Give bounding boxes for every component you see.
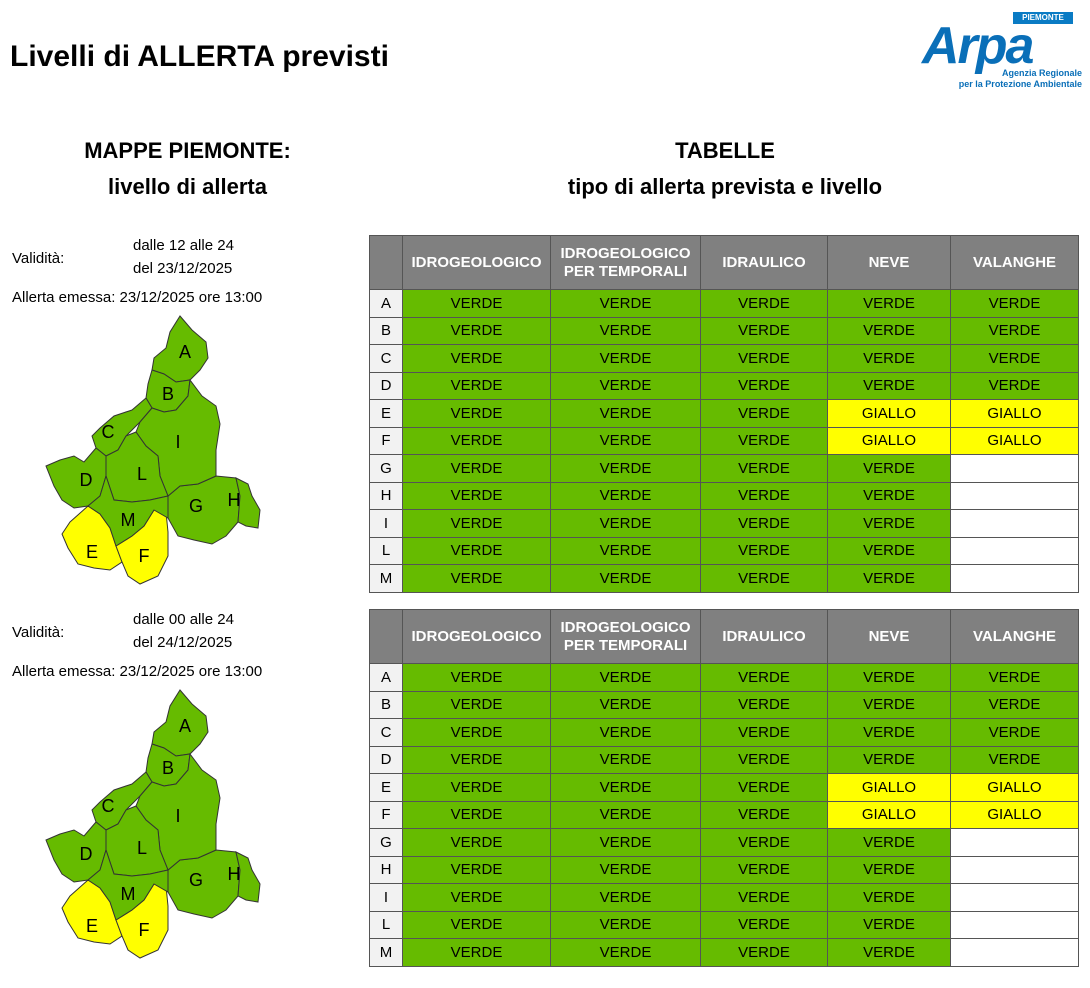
alert-level-cell (951, 829, 1079, 857)
alert-level-cell: VERDE (701, 317, 828, 345)
zone-label: L (370, 911, 403, 939)
alert-level-cell: VERDE (951, 290, 1079, 318)
alert-level-cell: VERDE (701, 537, 828, 565)
column-header: IDROGEOLOGICO (403, 236, 551, 290)
alert-level-cell (951, 455, 1079, 483)
alert-level-cell: VERDE (551, 746, 701, 774)
alert-level-cell: VERDE (551, 774, 701, 802)
zone-label: F (370, 801, 403, 829)
alert-level-cell: VERDE (951, 719, 1079, 747)
alert-level-cell: VERDE (403, 719, 551, 747)
zone-label: G (370, 829, 403, 857)
validity-label: Validità: (12, 250, 65, 267)
zone-label: D (370, 746, 403, 774)
tables-subheader: tipo di allerta prevista e livello (567, 174, 883, 199)
alert-level-cell: VERDE (701, 482, 828, 510)
alert-level-cell: VERDE (403, 372, 551, 400)
page-title: Livelli di ALLERTA previsti (10, 40, 389, 73)
column-header: IDROGEOLOGICO (403, 610, 551, 664)
table-row (370, 774, 1079, 802)
alert-level-cell: VERDE (403, 345, 551, 373)
table-row (370, 856, 1079, 884)
alert-level-cell: VERDE (828, 664, 951, 692)
map-zone-label: L (136, 464, 148, 484)
alert-level-cell: VERDE (701, 801, 828, 829)
alert-level-cell: VERDE (701, 455, 828, 483)
alert-level-cell: VERDE (403, 829, 551, 857)
zone-label: B (370, 691, 403, 719)
tables-header: TABELLE (675, 138, 775, 163)
alert-level-cell: VERDE (951, 691, 1079, 719)
validity-line-2: del 23/12/2025 (133, 260, 233, 277)
piemonte-map (40, 300, 270, 600)
alert-level-cell: VERDE (701, 400, 828, 428)
alert-level-cell (951, 510, 1079, 538)
alert-level-cell: VERDE (551, 537, 701, 565)
alert-level-cell: VERDE (828, 884, 951, 912)
zone-label: C (370, 345, 403, 373)
alert-table (369, 609, 1079, 967)
alert-level-cell: VERDE (403, 510, 551, 538)
alert-level-cell: VERDE (951, 372, 1079, 400)
alert-level-cell (951, 939, 1079, 967)
alert-level-cell: VERDE (951, 746, 1079, 774)
alert-level-cell: VERDE (403, 939, 551, 967)
alert-level-cell: GIALLO (828, 774, 951, 802)
map-zone-label: E (85, 542, 99, 562)
alert-level-cell: VERDE (951, 345, 1079, 373)
alert-level-cell: GIALLO (951, 801, 1079, 829)
alert-level-cell: GIALLO (951, 774, 1079, 802)
alert-level-cell: VERDE (701, 829, 828, 857)
alert-table (369, 235, 1079, 593)
alert-level-cell: GIALLO (951, 400, 1079, 428)
table-row (370, 427, 1079, 455)
alert-level-cell: VERDE (951, 317, 1079, 345)
table-row (370, 719, 1079, 747)
zone-label: H (370, 482, 403, 510)
alert-level-cell: VERDE (828, 510, 951, 538)
alert-level-cell: VERDE (403, 537, 551, 565)
alert-level-cell: GIALLO (828, 400, 951, 428)
alert-level-cell: VERDE (828, 455, 951, 483)
zone-label: B (370, 317, 403, 345)
alert-level-cell: VERDE (403, 400, 551, 428)
map-zone-label: M (120, 884, 136, 904)
alert-level-cell: VERDE (551, 345, 701, 373)
logo-subtitle-1: Agenzia Regionale (1001, 68, 1082, 78)
table-row (370, 911, 1079, 939)
table-row (370, 290, 1079, 318)
validity-line-1: dalle 00 alle 24 (133, 611, 234, 628)
header-corner (370, 236, 403, 290)
map-zone-label: B (161, 758, 175, 778)
map-zone-label: G (188, 870, 204, 890)
alert-level-cell: VERDE (551, 719, 701, 747)
map-zone-label: G (188, 496, 204, 516)
column-header: NEVE (828, 610, 951, 664)
map-zone-label: D (79, 844, 93, 864)
alert-level-cell: VERDE (403, 317, 551, 345)
map-zone-label: C (101, 422, 115, 442)
zone-label: I (370, 510, 403, 538)
logo-word: Arpa (922, 17, 1033, 75)
alert-issued: Allerta emessa: 23/12/2025 ore 13:00 (12, 663, 263, 680)
table-row (370, 691, 1079, 719)
table-row (370, 510, 1079, 538)
table-row (370, 400, 1079, 428)
column-header: IDRAULICO (701, 236, 828, 290)
zone-label: I (370, 884, 403, 912)
map-zone-label: E (85, 916, 99, 936)
alert-level-cell: VERDE (828, 565, 951, 593)
alert-level-cell: VERDE (701, 664, 828, 692)
alert-level-cell: VERDE (551, 801, 701, 829)
table-row (370, 746, 1079, 774)
table-row (370, 537, 1079, 565)
alert-level-cell: VERDE (701, 746, 828, 774)
validity-line-1: dalle 12 alle 24 (133, 237, 234, 254)
alert-level-cell: VERDE (701, 884, 828, 912)
map-zone-label: D (79, 470, 93, 490)
table-row (370, 482, 1079, 510)
logo-subtitle-2: per la Protezione Ambientale (958, 79, 1082, 89)
zone-label: A (370, 290, 403, 318)
alert-level-cell: VERDE (828, 911, 951, 939)
header-corner (370, 610, 403, 664)
alert-level-cell: VERDE (403, 801, 551, 829)
alert-level-cell: VERDE (403, 427, 551, 455)
zone-label: E (370, 400, 403, 428)
maps-header: MAPPE PIEMONTE: (84, 138, 291, 163)
map-zone-label: B (161, 384, 175, 404)
zone-label: C (370, 719, 403, 747)
table-row (370, 884, 1079, 912)
alert-level-cell: VERDE (403, 774, 551, 802)
alert-level-cell: VERDE (551, 911, 701, 939)
alert-level-cell: VERDE (551, 290, 701, 318)
table-row (370, 664, 1079, 692)
map-zone-label: I (175, 432, 181, 452)
alert-level-cell: VERDE (828, 829, 951, 857)
column-header: NEVE (828, 236, 951, 290)
alert-level-cell: VERDE (701, 290, 828, 318)
validity-label: Validità: (12, 624, 65, 641)
alert-level-cell: VERDE (403, 746, 551, 774)
column-header: IDRAULICO (701, 610, 828, 664)
alert-level-cell: VERDE (701, 345, 828, 373)
alert-level-cell: VERDE (828, 372, 951, 400)
alert-issued: Allerta emessa: 23/12/2025 ore 13:00 (12, 289, 263, 306)
alert-level-cell (951, 537, 1079, 565)
alert-level-cell: GIALLO (828, 427, 951, 455)
alert-level-cell: VERDE (551, 400, 701, 428)
alert-level-cell: VERDE (701, 719, 828, 747)
alert-level-cell: VERDE (551, 482, 701, 510)
alert-level-cell: VERDE (701, 939, 828, 967)
alert-level-cell: GIALLO (951, 427, 1079, 455)
alert-level-cell: VERDE (403, 290, 551, 318)
zone-label: F (370, 427, 403, 455)
alert-level-cell: VERDE (701, 565, 828, 593)
alert-level-cell: VERDE (403, 565, 551, 593)
alert-level-cell: VERDE (951, 664, 1079, 692)
zone-label: E (370, 774, 403, 802)
alert-level-cell: VERDE (403, 691, 551, 719)
map-zone-label: F (138, 920, 150, 940)
map-zone-label: H (227, 864, 241, 884)
alert-level-cell: VERDE (828, 719, 951, 747)
alert-level-cell: VERDE (551, 565, 701, 593)
alert-level-cell: VERDE (828, 746, 951, 774)
alert-level-cell: VERDE (701, 372, 828, 400)
alert-level-cell: VERDE (551, 427, 701, 455)
column-header: IDROGEOLOGICO PER TEMPORALI (551, 610, 701, 664)
alert-level-cell (951, 884, 1079, 912)
alert-level-cell (951, 856, 1079, 884)
alert-level-cell: VERDE (828, 482, 951, 510)
map-zone-label: I (175, 806, 181, 826)
alert-level-cell: VERDE (551, 939, 701, 967)
alert-level-cell: VERDE (551, 664, 701, 692)
map-zone-label: A (178, 342, 192, 362)
table-row (370, 345, 1079, 373)
map-zone-label: C (101, 796, 115, 816)
table-row (370, 372, 1079, 400)
map-zone-label: F (138, 546, 150, 566)
alert-level-cell: VERDE (403, 911, 551, 939)
map-zone-label: H (227, 490, 241, 510)
alert-level-cell: VERDE (828, 939, 951, 967)
alert-level-cell: VERDE (551, 884, 701, 912)
maps-subheader: livello di allerta (108, 174, 267, 199)
alert-level-cell: VERDE (828, 290, 951, 318)
alert-level-cell: VERDE (701, 427, 828, 455)
zone-label: A (370, 664, 403, 692)
alert-level-cell: VERDE (551, 691, 701, 719)
table-row (370, 801, 1079, 829)
zone-label: H (370, 856, 403, 884)
alert-level-cell: VERDE (551, 317, 701, 345)
alert-level-cell: VERDE (551, 510, 701, 538)
alert-level-cell: VERDE (403, 455, 551, 483)
arpa-logo (918, 10, 1084, 102)
alert-level-cell: VERDE (828, 691, 951, 719)
table-row (370, 455, 1079, 483)
alert-level-cell: VERDE (828, 537, 951, 565)
alert-level-cell: GIALLO (828, 801, 951, 829)
piemonte-map (40, 674, 270, 974)
logo-badge: PIEMONTE (1013, 12, 1073, 24)
alert-level-cell: VERDE (701, 691, 828, 719)
alert-level-cell: VERDE (551, 829, 701, 857)
validity-line-2: del 24/12/2025 (133, 634, 233, 651)
zone-label: G (370, 455, 403, 483)
table-row (370, 317, 1079, 345)
map-zone-label: M (120, 510, 136, 530)
map-zone-label: L (136, 838, 148, 858)
alert-level-cell: VERDE (828, 856, 951, 884)
alert-level-cell: VERDE (701, 510, 828, 538)
alert-level-cell (951, 482, 1079, 510)
alert-level-cell: VERDE (701, 856, 828, 884)
alert-level-cell (951, 565, 1079, 593)
alert-level-cell: VERDE (701, 774, 828, 802)
zone-label: M (370, 939, 403, 967)
alert-level-cell: VERDE (403, 884, 551, 912)
alert-level-cell: VERDE (828, 317, 951, 345)
zone-label: M (370, 565, 403, 593)
alert-level-cell: VERDE (551, 856, 701, 884)
zone-label: L (370, 537, 403, 565)
alert-level-cell: VERDE (403, 482, 551, 510)
alert-level-cell: VERDE (701, 911, 828, 939)
column-header: VALANGHE (951, 236, 1079, 290)
zone-label: D (370, 372, 403, 400)
column-header: VALANGHE (951, 610, 1079, 664)
alert-level-cell: VERDE (551, 372, 701, 400)
alert-level-cell: VERDE (828, 345, 951, 373)
map-zone-label: A (178, 716, 192, 736)
alert-level-cell: VERDE (551, 455, 701, 483)
alert-level-cell: VERDE (403, 664, 551, 692)
table-row (370, 939, 1079, 967)
column-header: IDROGEOLOGICO PER TEMPORALI (551, 236, 701, 290)
table-row (370, 565, 1079, 593)
table-row (370, 829, 1079, 857)
alert-level-cell (951, 911, 1079, 939)
alert-level-cell: VERDE (403, 856, 551, 884)
